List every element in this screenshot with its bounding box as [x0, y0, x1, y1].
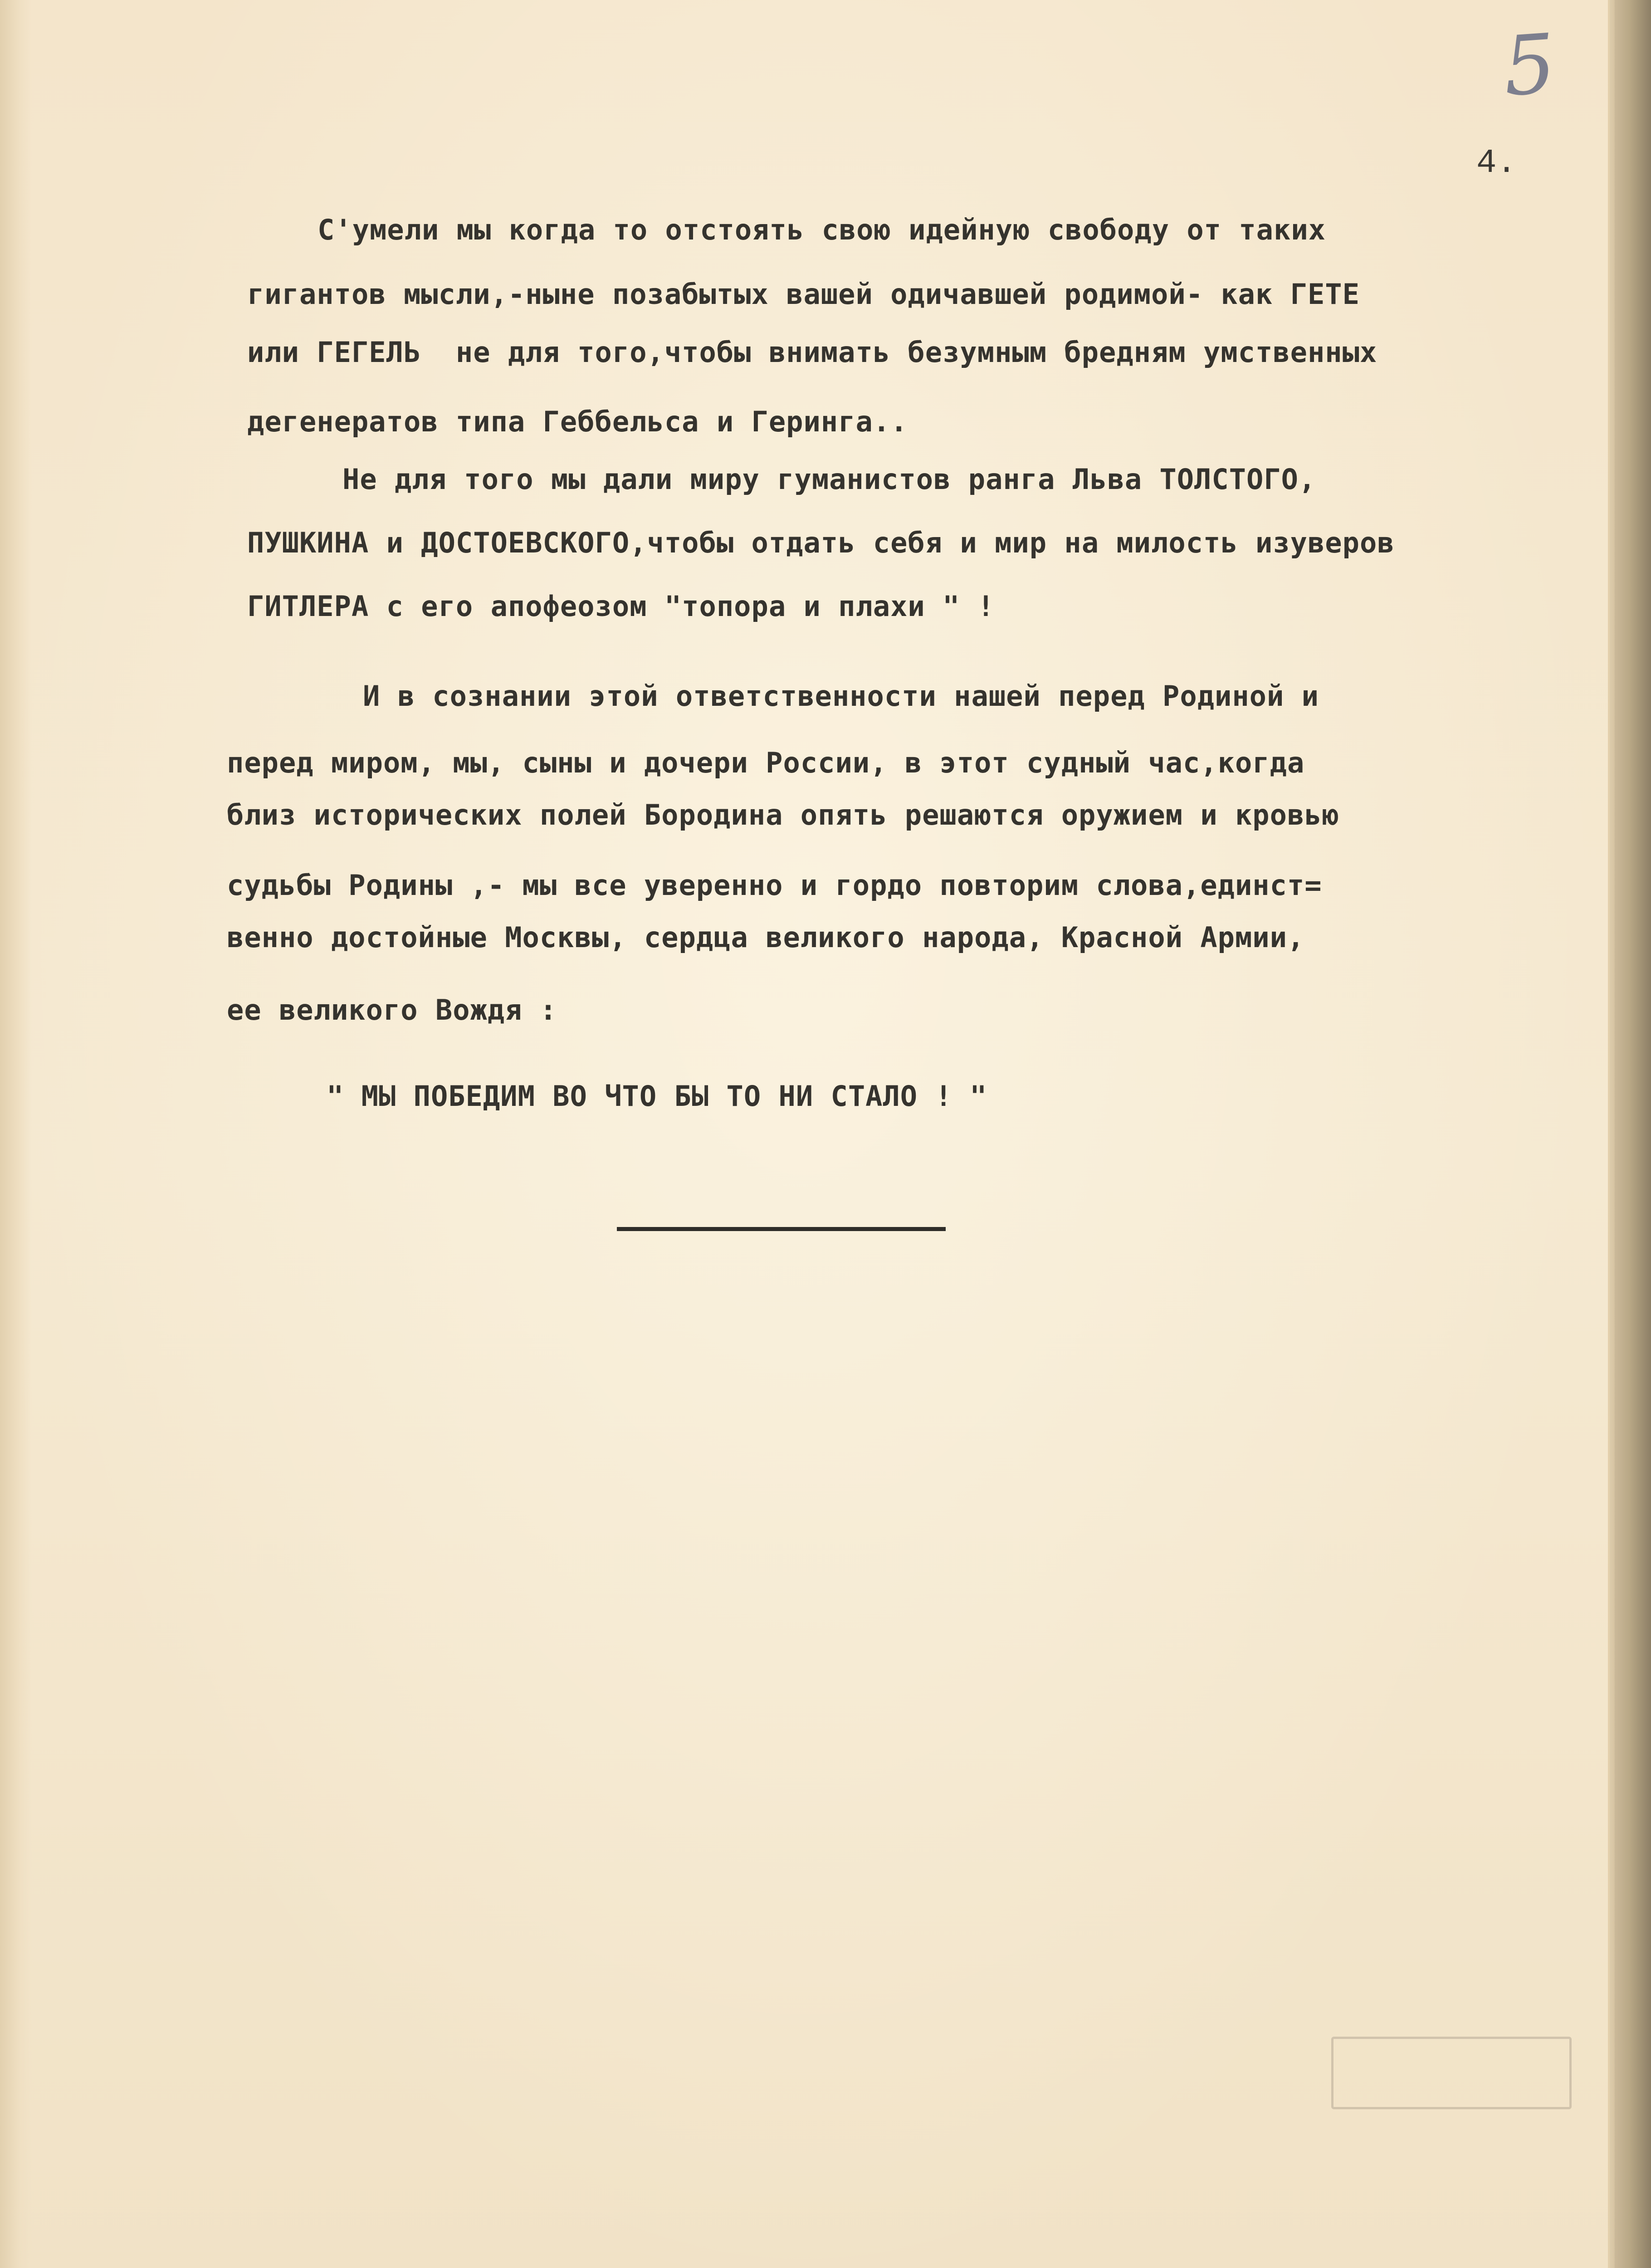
folder-edge	[1615, 0, 1651, 2268]
text-line: Не для того мы дали миру гуманистов ранга Льва ТОЛСТОГО,	[342, 463, 1316, 496]
text-line: ГИТЛЕРА с его апофеозом "топора и плахи " !	[247, 590, 995, 623]
text-line: или ГЕГЕЛЬ не для того,чтобы внимать безумным бредням умственных	[247, 336, 1377, 369]
handwritten-folio-number: 5	[1500, 16, 1559, 115]
closing-rule	[617, 1227, 946, 1231]
text-line: близ исторических полей Бородина опять решаются оружием и кровью	[227, 798, 1339, 831]
text-line: ПУШКИНА и ДОСТОЕВСКОГО,чтобы отдать себя и мир на милость изуверов	[247, 526, 1395, 559]
page-number: 4.	[1476, 144, 1517, 182]
typed-text-body	[0, 0, 1395, 1113]
text-line: И в сознании этой ответственности нашей перед Родиной и	[363, 679, 1319, 713]
text-line: ее великого Вождя :	[227, 993, 557, 1026]
text-line: судьбы Родины ,- мы все уверенно и гордо повторим слова,единст=	[227, 869, 1322, 902]
faded-archive-stamp	[1331, 2037, 1572, 2109]
text-line: дегенератов типа Геббельса и Геринга..	[247, 405, 908, 438]
text-line: перед миром, мы, сыны и дочери России, в этот судный час,когда	[227, 746, 1305, 779]
text-line: гигантов мысли,-ныне позабытых вашей одичавшей родимой- как ГЕТЕ	[247, 278, 1360, 311]
text-line: " МЫ ПОБЕДИМ ВО ЧТО БЫ ТО НИ СТАЛО ! "	[327, 1080, 987, 1113]
text-line: венно достойные Москвы, сердца великого народа, Красной Армии,	[227, 921, 1305, 954]
text-line: С'умели мы когда то отстоять свою идейную свободу от таких	[318, 213, 1326, 246]
